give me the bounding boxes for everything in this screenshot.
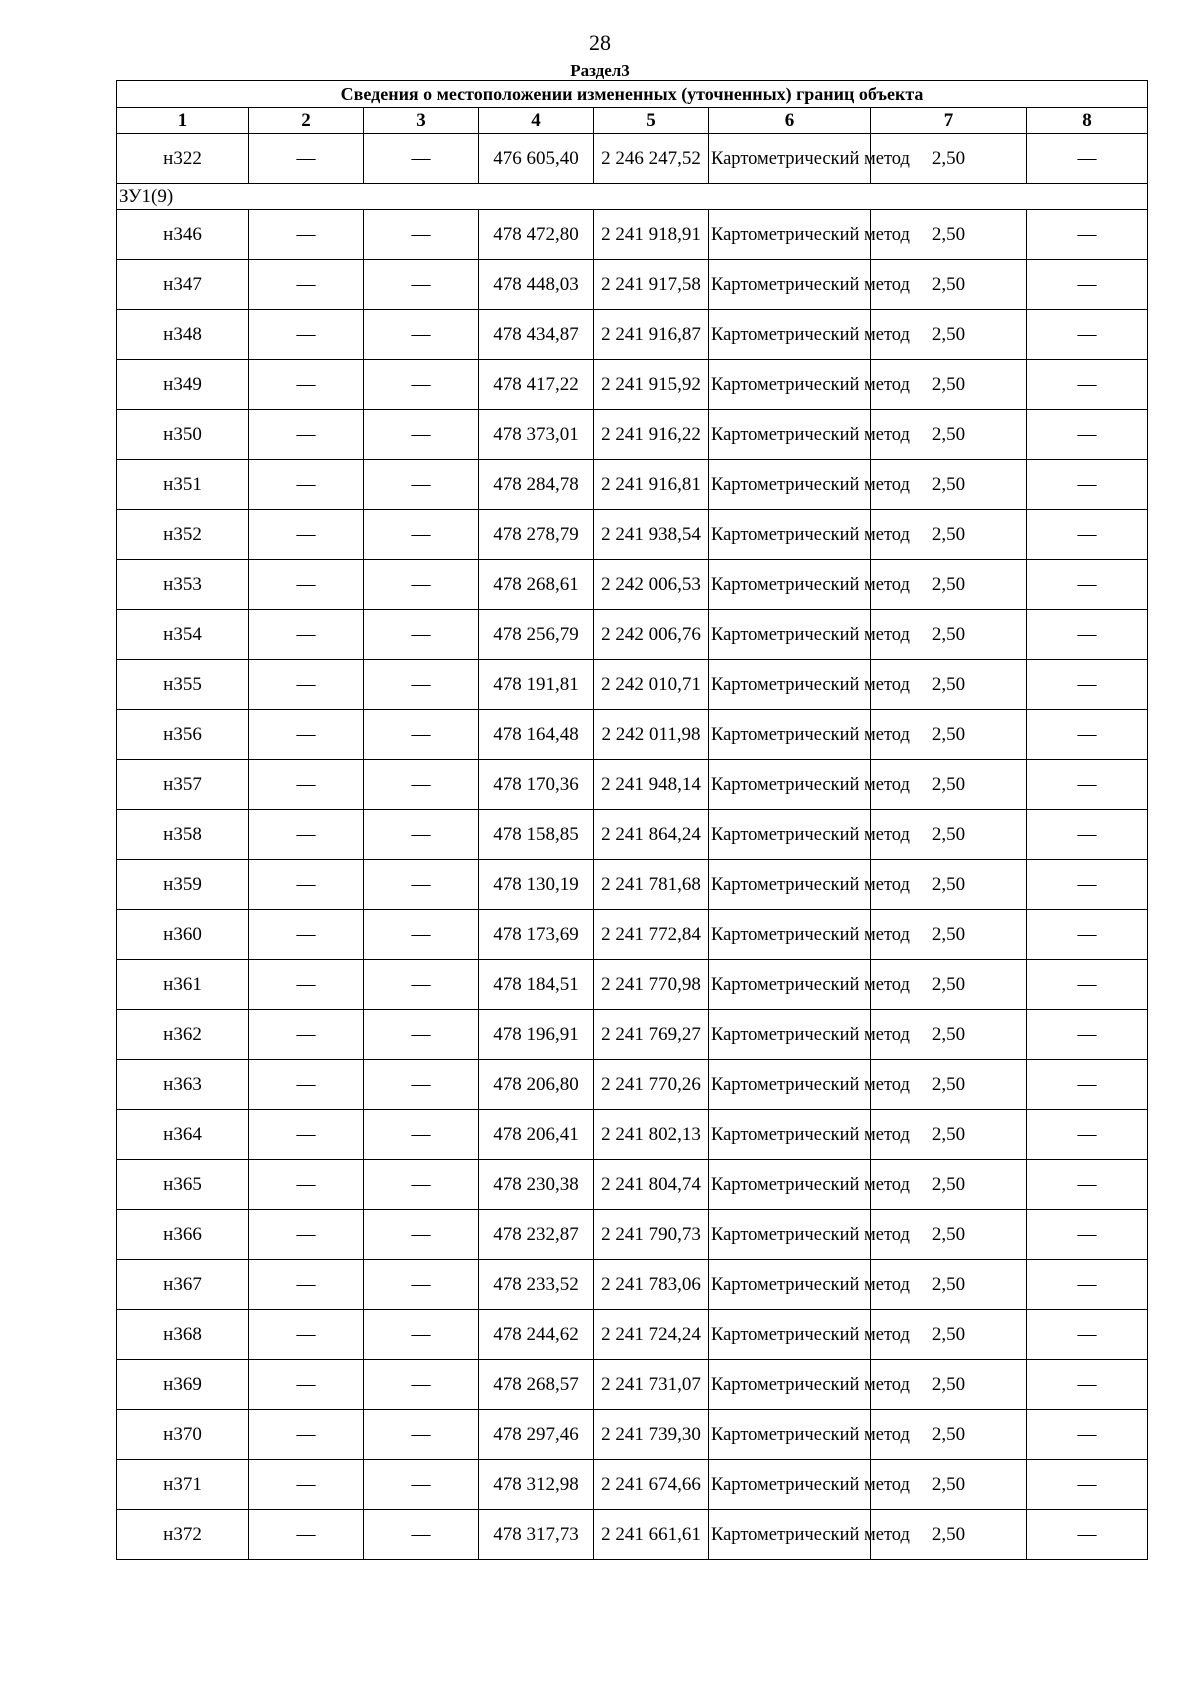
- coordinate-y: 2 241 915,92: [594, 360, 709, 410]
- col-8-value: —: [1027, 560, 1148, 610]
- table-row: [117, 760, 1148, 810]
- point-number: н358: [117, 810, 249, 860]
- table-row: [117, 310, 1148, 360]
- coordinate-y: 2 241 802,13: [594, 1110, 709, 1160]
- table-row: [117, 660, 1148, 710]
- table-row: [117, 1310, 1148, 1360]
- accuracy-value: 2,50: [871, 660, 1027, 710]
- column-number: 3: [364, 108, 479, 134]
- accuracy-value: 2,50: [871, 310, 1027, 360]
- col-3-value: —: [364, 1360, 479, 1410]
- coordinate-x: 478 472,80: [479, 210, 594, 260]
- parcel-group-row: [117, 184, 1148, 210]
- column-number: 2: [249, 108, 364, 134]
- point-number: н363: [117, 1060, 249, 1110]
- table-row: [117, 860, 1148, 910]
- col-2-value: —: [249, 510, 364, 560]
- col-8-value: —: [1027, 960, 1148, 1010]
- col-8-value: —: [1027, 260, 1148, 310]
- table-row: [117, 910, 1148, 960]
- col-3-value: —: [364, 1460, 479, 1510]
- coordinate-y: 2 241 864,24: [594, 810, 709, 860]
- table-row: [117, 260, 1148, 310]
- accuracy-value: 2,50: [871, 360, 1027, 410]
- accuracy-value: 2,50: [871, 1010, 1027, 1060]
- table-row: [117, 1210, 1148, 1260]
- table-row: [117, 810, 1148, 860]
- accuracy-value: 2,50: [871, 410, 1027, 460]
- determination-method: Картометрический метод: [709, 510, 871, 560]
- point-number: н364: [117, 1110, 249, 1160]
- col-3-value: —: [364, 1260, 479, 1310]
- table-row: [117, 210, 1148, 260]
- col-2-value: —: [249, 560, 364, 610]
- col-2-value: —: [249, 1060, 364, 1110]
- point-number: н365: [117, 1160, 249, 1210]
- determination-method: Картометрический метод: [709, 1310, 871, 1360]
- col-2-value: —: [249, 260, 364, 310]
- col-2-value: —: [249, 1510, 364, 1560]
- accuracy-value: 2,50: [871, 810, 1027, 860]
- table-row: [117, 1260, 1148, 1310]
- col-8-value: —: [1027, 1110, 1148, 1160]
- col-3-value: —: [364, 1410, 479, 1460]
- col-2-value: —: [249, 134, 364, 184]
- point-number: н349: [117, 360, 249, 410]
- determination-method: Картометрический метод: [709, 360, 871, 410]
- coordinate-x: 478 184,51: [479, 960, 594, 1010]
- coordinate-x: 478 373,01: [479, 410, 594, 460]
- point-number: н357: [117, 760, 249, 810]
- determination-method: Картометрический метод: [709, 960, 871, 1010]
- coordinate-y: 2 246 247,52: [594, 134, 709, 184]
- point-number: н356: [117, 710, 249, 760]
- col-3-value: —: [364, 460, 479, 510]
- determination-method: Картометрический метод: [709, 560, 871, 610]
- point-number: н367: [117, 1260, 249, 1310]
- point-number: н350: [117, 410, 249, 460]
- table-row: [117, 360, 1148, 410]
- col-8-value: —: [1027, 860, 1148, 910]
- point-number: н351: [117, 460, 249, 510]
- col-8-value: —: [1027, 1060, 1148, 1110]
- column-number: 4: [479, 108, 594, 134]
- table-row: [117, 1060, 1148, 1110]
- col-8-value: —: [1027, 460, 1148, 510]
- accuracy-value: 2,50: [871, 860, 1027, 910]
- column-number-row: [117, 108, 1148, 134]
- col-3-value: —: [364, 310, 479, 360]
- coordinate-y: 2 241 916,22: [594, 410, 709, 460]
- determination-method: Картометрический метод: [709, 1460, 871, 1510]
- col-2-value: —: [249, 310, 364, 360]
- accuracy-value: 2,50: [871, 260, 1027, 310]
- col-3-value: —: [364, 760, 479, 810]
- col-8-value: —: [1027, 1260, 1148, 1310]
- col-3-value: —: [364, 210, 479, 260]
- col-3-value: —: [364, 560, 479, 610]
- point-number: н361: [117, 960, 249, 1010]
- col-8-value: —: [1027, 210, 1148, 260]
- col-2-value: —: [249, 1460, 364, 1510]
- col-2-value: —: [249, 1260, 364, 1310]
- coordinate-y: 2 241 804,74: [594, 1160, 709, 1210]
- determination-method: Картометрический метод: [709, 1060, 871, 1110]
- col-2-value: —: [249, 710, 364, 760]
- col-2-value: —: [249, 860, 364, 910]
- col-3-value: —: [364, 710, 479, 760]
- coordinate-x: 478 417,22: [479, 360, 594, 410]
- coordinate-x: 478 173,69: [479, 910, 594, 960]
- accuracy-value: 2,50: [871, 210, 1027, 260]
- table-row: [117, 610, 1148, 660]
- col-2-value: —: [249, 1360, 364, 1410]
- point-number: н370: [117, 1410, 249, 1460]
- determination-method: Картометрический метод: [709, 410, 871, 460]
- accuracy-value: 2,50: [871, 1510, 1027, 1560]
- point-number: н347: [117, 260, 249, 310]
- coordinate-x: 478 164,48: [479, 710, 594, 760]
- accuracy-value: 2,50: [871, 560, 1027, 610]
- column-number: 1: [117, 108, 249, 134]
- table-row: [117, 1110, 1148, 1160]
- coordinate-y: 2 241 790,73: [594, 1210, 709, 1260]
- coordinate-y: 2 241 674,66: [594, 1460, 709, 1510]
- accuracy-value: 2,50: [871, 1260, 1027, 1310]
- col-3-value: —: [364, 134, 479, 184]
- coordinate-x: 478 232,87: [479, 1210, 594, 1260]
- coordinate-y: 2 241 781,68: [594, 860, 709, 910]
- col-2-value: —: [249, 1210, 364, 1260]
- table-row: [117, 1010, 1148, 1060]
- col-2-value: —: [249, 1110, 364, 1160]
- coordinate-y: 2 241 916,87: [594, 310, 709, 360]
- col-3-value: —: [364, 660, 479, 710]
- coordinate-y: 2 241 661,61: [594, 1510, 709, 1560]
- accuracy-value: 2,50: [871, 760, 1027, 810]
- point-number: н348: [117, 310, 249, 360]
- accuracy-value: 2,50: [871, 1210, 1027, 1260]
- table-row: [117, 1410, 1148, 1460]
- accuracy-value: 2,50: [871, 960, 1027, 1010]
- col-3-value: —: [364, 360, 479, 410]
- coordinate-y: 2 241 938,54: [594, 510, 709, 560]
- accuracy-value: 2,50: [871, 710, 1027, 760]
- table-row: [117, 1360, 1148, 1410]
- parcel-group-label: ЗУ1(9): [117, 184, 1148, 210]
- coordinate-y: 2 242 010,71: [594, 660, 709, 710]
- point-number: н322: [117, 134, 249, 184]
- coordinate-y: 2 241 783,06: [594, 1260, 709, 1310]
- col-2-value: —: [249, 760, 364, 810]
- col-2-value: —: [249, 210, 364, 260]
- coordinate-x: 478 191,81: [479, 660, 594, 710]
- coordinate-y: 2 241 917,58: [594, 260, 709, 310]
- col-8-value: —: [1027, 1210, 1148, 1260]
- point-number: н369: [117, 1360, 249, 1410]
- table-row: [117, 710, 1148, 760]
- col-8-value: —: [1027, 1010, 1148, 1060]
- col-3-value: —: [364, 1510, 479, 1560]
- col-3-value: —: [364, 910, 479, 960]
- determination-method: Картометрический метод: [709, 460, 871, 510]
- col-8-value: —: [1027, 1410, 1148, 1460]
- table-row: [117, 134, 1148, 184]
- coordinate-y: 2 241 918,91: [594, 210, 709, 260]
- coordinate-x: 478 206,41: [479, 1110, 594, 1160]
- determination-method: Картометрический метод: [709, 860, 871, 910]
- determination-method: Картометрический метод: [709, 1260, 871, 1310]
- coordinate-x: 478 312,98: [479, 1460, 594, 1510]
- col-8-value: —: [1027, 760, 1148, 810]
- coordinate-x: 478 284,78: [479, 460, 594, 510]
- determination-method: Картометрический метод: [709, 760, 871, 810]
- coordinate-x: 478 317,73: [479, 1510, 594, 1560]
- col-3-value: —: [364, 1110, 479, 1160]
- coordinate-x: 478 268,57: [479, 1360, 594, 1410]
- col-2-value: —: [249, 610, 364, 660]
- col-3-value: —: [364, 410, 479, 460]
- table-row: [117, 560, 1148, 610]
- col-3-value: —: [364, 860, 479, 910]
- determination-method: Картометрический метод: [709, 710, 871, 760]
- point-number: н371: [117, 1460, 249, 1510]
- determination-method: Картометрический метод: [709, 660, 871, 710]
- col-3-value: —: [364, 610, 479, 660]
- col-8-value: —: [1027, 410, 1148, 460]
- determination-method: Картометрический метод: [709, 1510, 871, 1560]
- col-3-value: —: [364, 1310, 479, 1360]
- coordinate-x: 478 206,80: [479, 1060, 594, 1110]
- table-row: [117, 460, 1148, 510]
- coordinate-y: 2 241 769,27: [594, 1010, 709, 1060]
- table-row: [117, 1510, 1148, 1560]
- col-3-value: —: [364, 260, 479, 310]
- coordinate-x: 478 130,19: [479, 860, 594, 910]
- col-3-value: —: [364, 510, 479, 560]
- coordinate-y: 2 241 770,98: [594, 960, 709, 1010]
- col-3-value: —: [364, 960, 479, 1010]
- point-number: н366: [117, 1210, 249, 1260]
- accuracy-value: 2,50: [871, 610, 1027, 660]
- column-number: 6: [709, 108, 871, 134]
- coordinate-y: 2 242 011,98: [594, 710, 709, 760]
- determination-method: Картометрический метод: [709, 210, 871, 260]
- col-8-value: —: [1027, 1510, 1148, 1560]
- coordinate-x: 478 196,91: [479, 1010, 594, 1060]
- coordinate-y: 2 241 772,84: [594, 910, 709, 960]
- determination-method: Картометрический метод: [709, 1010, 871, 1060]
- column-number: 7: [871, 108, 1027, 134]
- column-number: 5: [594, 108, 709, 134]
- accuracy-value: 2,50: [871, 910, 1027, 960]
- point-number: н359: [117, 860, 249, 910]
- determination-method: Картометрический метод: [709, 1110, 871, 1160]
- coordinate-x: 478 448,03: [479, 260, 594, 310]
- col-3-value: —: [364, 1010, 479, 1060]
- coordinate-y: 2 242 006,53: [594, 560, 709, 610]
- coordinate-x: 478 297,46: [479, 1410, 594, 1460]
- col-2-value: —: [249, 960, 364, 1010]
- coordinate-x: 478 230,38: [479, 1160, 594, 1210]
- coordinate-y: 2 242 006,76: [594, 610, 709, 660]
- accuracy-value: 2,50: [871, 1160, 1027, 1210]
- boundary-coordinates-table: [116, 80, 1148, 1560]
- accuracy-value: 2,50: [871, 1110, 1027, 1160]
- point-number: н362: [117, 1010, 249, 1060]
- coordinate-x: 478 170,36: [479, 760, 594, 810]
- col-2-value: —: [249, 1310, 364, 1360]
- col-8-value: —: [1027, 360, 1148, 410]
- col-2-value: —: [249, 810, 364, 860]
- col-2-value: —: [249, 410, 364, 460]
- col-2-value: —: [249, 910, 364, 960]
- determination-method: Картометрический метод: [709, 1160, 871, 1210]
- col-8-value: —: [1027, 810, 1148, 860]
- col-8-value: —: [1027, 310, 1148, 360]
- col-2-value: —: [249, 360, 364, 410]
- determination-method: Картометрический метод: [709, 910, 871, 960]
- table-body: [117, 81, 1148, 1560]
- col-3-value: —: [364, 1160, 479, 1210]
- table-row: [117, 410, 1148, 460]
- determination-method: Картометрический метод: [709, 1360, 871, 1410]
- determination-method: Картометрический метод: [709, 310, 871, 360]
- accuracy-value: 2,50: [871, 1310, 1027, 1360]
- col-2-value: —: [249, 1410, 364, 1460]
- point-number: н368: [117, 1310, 249, 1360]
- col-8-value: —: [1027, 660, 1148, 710]
- col-8-value: —: [1027, 610, 1148, 660]
- col-8-value: —: [1027, 1460, 1148, 1510]
- determination-method: Картометрический метод: [709, 610, 871, 660]
- col-3-value: —: [364, 1210, 479, 1260]
- col-2-value: —: [249, 1160, 364, 1210]
- accuracy-value: 2,50: [871, 1410, 1027, 1460]
- table-caption: Сведения о местоположении измененных (уточненных) границ объекта: [117, 81, 1148, 108]
- coordinate-y: 2 241 739,30: [594, 1410, 709, 1460]
- accuracy-value: 2,50: [871, 1360, 1027, 1410]
- accuracy-value: 2,50: [871, 1460, 1027, 1510]
- coordinate-x: 478 278,79: [479, 510, 594, 560]
- col-8-value: —: [1027, 510, 1148, 560]
- determination-method: Картометрический метод: [709, 1410, 871, 1460]
- col-8-value: —: [1027, 1160, 1148, 1210]
- col-8-value: —: [1027, 910, 1148, 960]
- determination-method: Картометрический метод: [709, 810, 871, 860]
- determination-method: Картометрический метод: [709, 134, 871, 184]
- coordinate-x: 478 256,79: [479, 610, 594, 660]
- accuracy-value: 2,50: [871, 1060, 1027, 1110]
- table-caption-row: [117, 81, 1148, 108]
- page-number: 28: [589, 30, 611, 55]
- point-number: н360: [117, 910, 249, 960]
- coordinate-y: 2 241 770,26: [594, 1060, 709, 1110]
- coordinate-y: 2 241 724,24: [594, 1310, 709, 1360]
- accuracy-value: 2,50: [871, 510, 1027, 560]
- col-3-value: —: [364, 810, 479, 860]
- coordinate-y: 2 241 948,14: [594, 760, 709, 810]
- col-8-value: —: [1027, 710, 1148, 760]
- col-8-value: —: [1027, 1360, 1148, 1410]
- coordinate-x: 478 434,87: [479, 310, 594, 360]
- determination-method: Картометрический метод: [709, 1210, 871, 1260]
- col-3-value: —: [364, 1060, 479, 1110]
- point-number: н352: [117, 510, 249, 560]
- point-number: н372: [117, 1510, 249, 1560]
- col-2-value: —: [249, 1010, 364, 1060]
- coordinate-x: 476 605,40: [479, 134, 594, 184]
- coordinate-x: 478 244,62: [479, 1310, 594, 1360]
- accuracy-value: 2,50: [871, 460, 1027, 510]
- col-8-value: —: [1027, 134, 1148, 184]
- coordinate-x: 478 158,85: [479, 810, 594, 860]
- table-row: [117, 1160, 1148, 1210]
- col-2-value: —: [249, 660, 364, 710]
- table-row: [117, 960, 1148, 1010]
- section-title: Раздел3: [570, 61, 630, 80]
- coordinate-y: 2 241 916,81: [594, 460, 709, 510]
- coordinate-y: 2 241 731,07: [594, 1360, 709, 1410]
- point-number: н353: [117, 560, 249, 610]
- determination-method: Картометрический метод: [709, 260, 871, 310]
- coordinate-x: 478 233,52: [479, 1260, 594, 1310]
- column-number: 8: [1027, 108, 1148, 134]
- col-8-value: —: [1027, 1310, 1148, 1360]
- table-row: [117, 510, 1148, 560]
- point-number: н354: [117, 610, 249, 660]
- table-row: [117, 1460, 1148, 1510]
- point-number: н346: [117, 210, 249, 260]
- coordinate-x: 478 268,61: [479, 560, 594, 610]
- accuracy-value: 2,50: [871, 134, 1027, 184]
- point-number: н355: [117, 660, 249, 710]
- col-2-value: —: [249, 460, 364, 510]
